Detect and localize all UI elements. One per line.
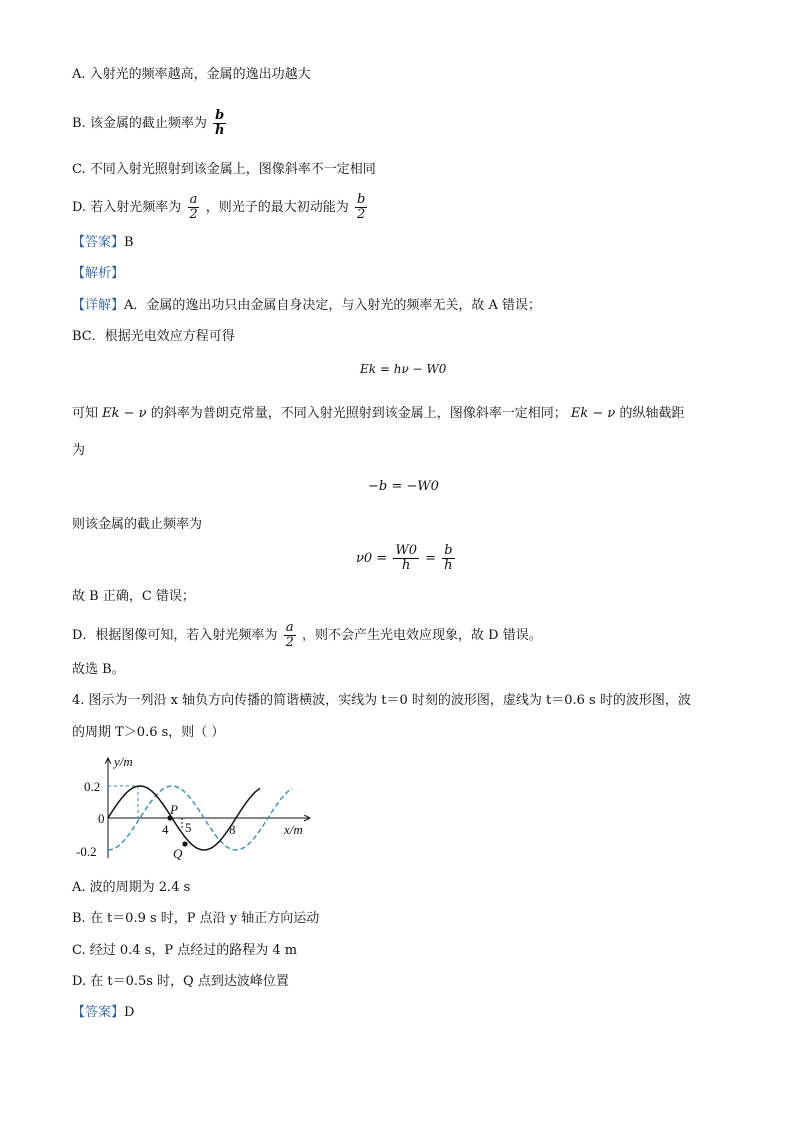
detail-line-8: 故选 B。: [72, 662, 125, 677]
fraction-denominator: 2: [285, 635, 294, 650]
y-axis-label: y/m: [114, 754, 133, 769]
detail-tag: 【详解】: [72, 298, 125, 313]
x-axis-label: x/m: [284, 822, 303, 837]
option-d-q3-prefix: D. 若入射光频率为: [72, 200, 182, 215]
equation-photoelectric: Ek = hν − W0: [360, 362, 447, 376]
fraction-b-over-h-2: [442, 544, 454, 573]
detail-line-1: [72, 297, 541, 315]
detail-line-6: 故 B 正确，C 错误；: [72, 589, 195, 604]
option-d-q3: [72, 190, 369, 226]
answer-tag: 【答案】: [72, 235, 125, 250]
option-a-q3: A. 入射光的频率越高，金属的逸出功越大: [72, 67, 311, 82]
analysis-tag: 【解析】: [72, 266, 125, 281]
fraction-numerator: W0: [395, 543, 417, 558]
fraction-b-over-h: [213, 109, 226, 138]
option-b-q4: B. 在 t＝0.9 s 时，P 点沿 y 轴正方向运动: [72, 911, 320, 926]
detail-text: 可知: [72, 406, 99, 421]
equation-cutoff-frequency: [356, 541, 457, 577]
point-q-marker: [182, 841, 187, 846]
q4-stem-line-2: 的周期 T＞0.6 s，则（ ）: [72, 725, 225, 740]
answer-tag: 【答案】: [72, 1005, 125, 1020]
ek-v-expression: Ek − ν: [102, 406, 147, 421]
detail-text: ，则不会产生光电效应现象，故 D 错误。: [302, 628, 542, 643]
fraction-a-over-2: [187, 193, 199, 222]
detail-line-3: [72, 405, 684, 423]
wave-graph: [72, 752, 322, 864]
equals-sign: =: [425, 551, 437, 566]
ek-v-expression: Ek − ν: [570, 406, 616, 421]
fraction-denominator: 2: [189, 207, 198, 222]
equation-intercept: −b = −W0: [368, 479, 439, 494]
fraction-w0-over-h: [393, 544, 419, 573]
option-b-q3-text: B. 该金属的截止频率为: [72, 116, 207, 131]
tick-0.2: 0.2: [84, 779, 101, 794]
point-p-label: P: [170, 802, 178, 817]
detail-line-5: 则该金属的截止频率为: [72, 517, 203, 532]
answer-q4: [72, 1004, 134, 1022]
tick-4: 4: [162, 822, 169, 837]
option-a-q4: A. 波的周期为 2.4 s: [72, 880, 191, 895]
fraction-numerator: a: [189, 192, 198, 207]
tick-8: 8: [229, 822, 236, 837]
fraction-numerator: b: [444, 543, 453, 558]
detail-text: A．金属的逸出功只由金属自身决定，与入射光的频率无关，故 A 错误；: [124, 298, 542, 313]
fraction-a-over-2-detail: [284, 621, 296, 650]
fraction-denominator: h: [214, 123, 225, 138]
tick-minus-0.2: -0.2: [76, 844, 97, 859]
detail-line-2: BC．根据光电效应方程可得: [72, 329, 235, 344]
point-q-label: Q: [173, 846, 183, 861]
fraction-numerator: b: [356, 192, 366, 207]
option-d-q4: D. 在 t＝0.5s 时，Q 点到达波峰位置: [72, 974, 289, 989]
tick-0: 0: [98, 811, 105, 826]
fraction-denominator: h: [401, 558, 411, 573]
fraction-numerator: a: [285, 620, 294, 635]
tick-5: 5: [185, 820, 192, 835]
detail-text: 的纵轴截距: [619, 406, 685, 421]
detail-text: D．根据图像可知，若入射光频率为: [72, 628, 278, 643]
answer-value: B: [124, 235, 134, 250]
answer-q3: [72, 234, 134, 252]
option-b-q3: [72, 106, 228, 142]
option-c-q4: C. 经过 0.4 s，P 点经过的路程为 4 m: [72, 943, 298, 958]
fraction-b-over-2: [355, 193, 367, 222]
fraction-denominator: h: [444, 558, 453, 573]
detail-line-4: 为: [72, 443, 86, 458]
answer-value: D: [124, 1005, 135, 1020]
detail-text: 的斜率为普朗克常量，不同入射光照射到该金属上，图像斜率一定相同；: [150, 406, 567, 421]
detail-line-7: [72, 618, 542, 654]
fraction-numerator: b: [215, 108, 225, 123]
fraction-denominator: 2: [356, 207, 366, 222]
option-d-q3-middle: ，则光子的最大初动能为: [205, 200, 349, 215]
q4-stem-line-1: 4. 图示为一列沿 x 轴负方向传播的简谐横波，实线为 t＝0 时刻的波形图，虚线为 t＝0.6 s 时的波形图，波: [72, 693, 691, 708]
option-c-q3: C. 不同入射光照射到该金属上，图像斜率不一定相同: [72, 162, 376, 177]
equation-left: ν0 =: [356, 551, 388, 566]
